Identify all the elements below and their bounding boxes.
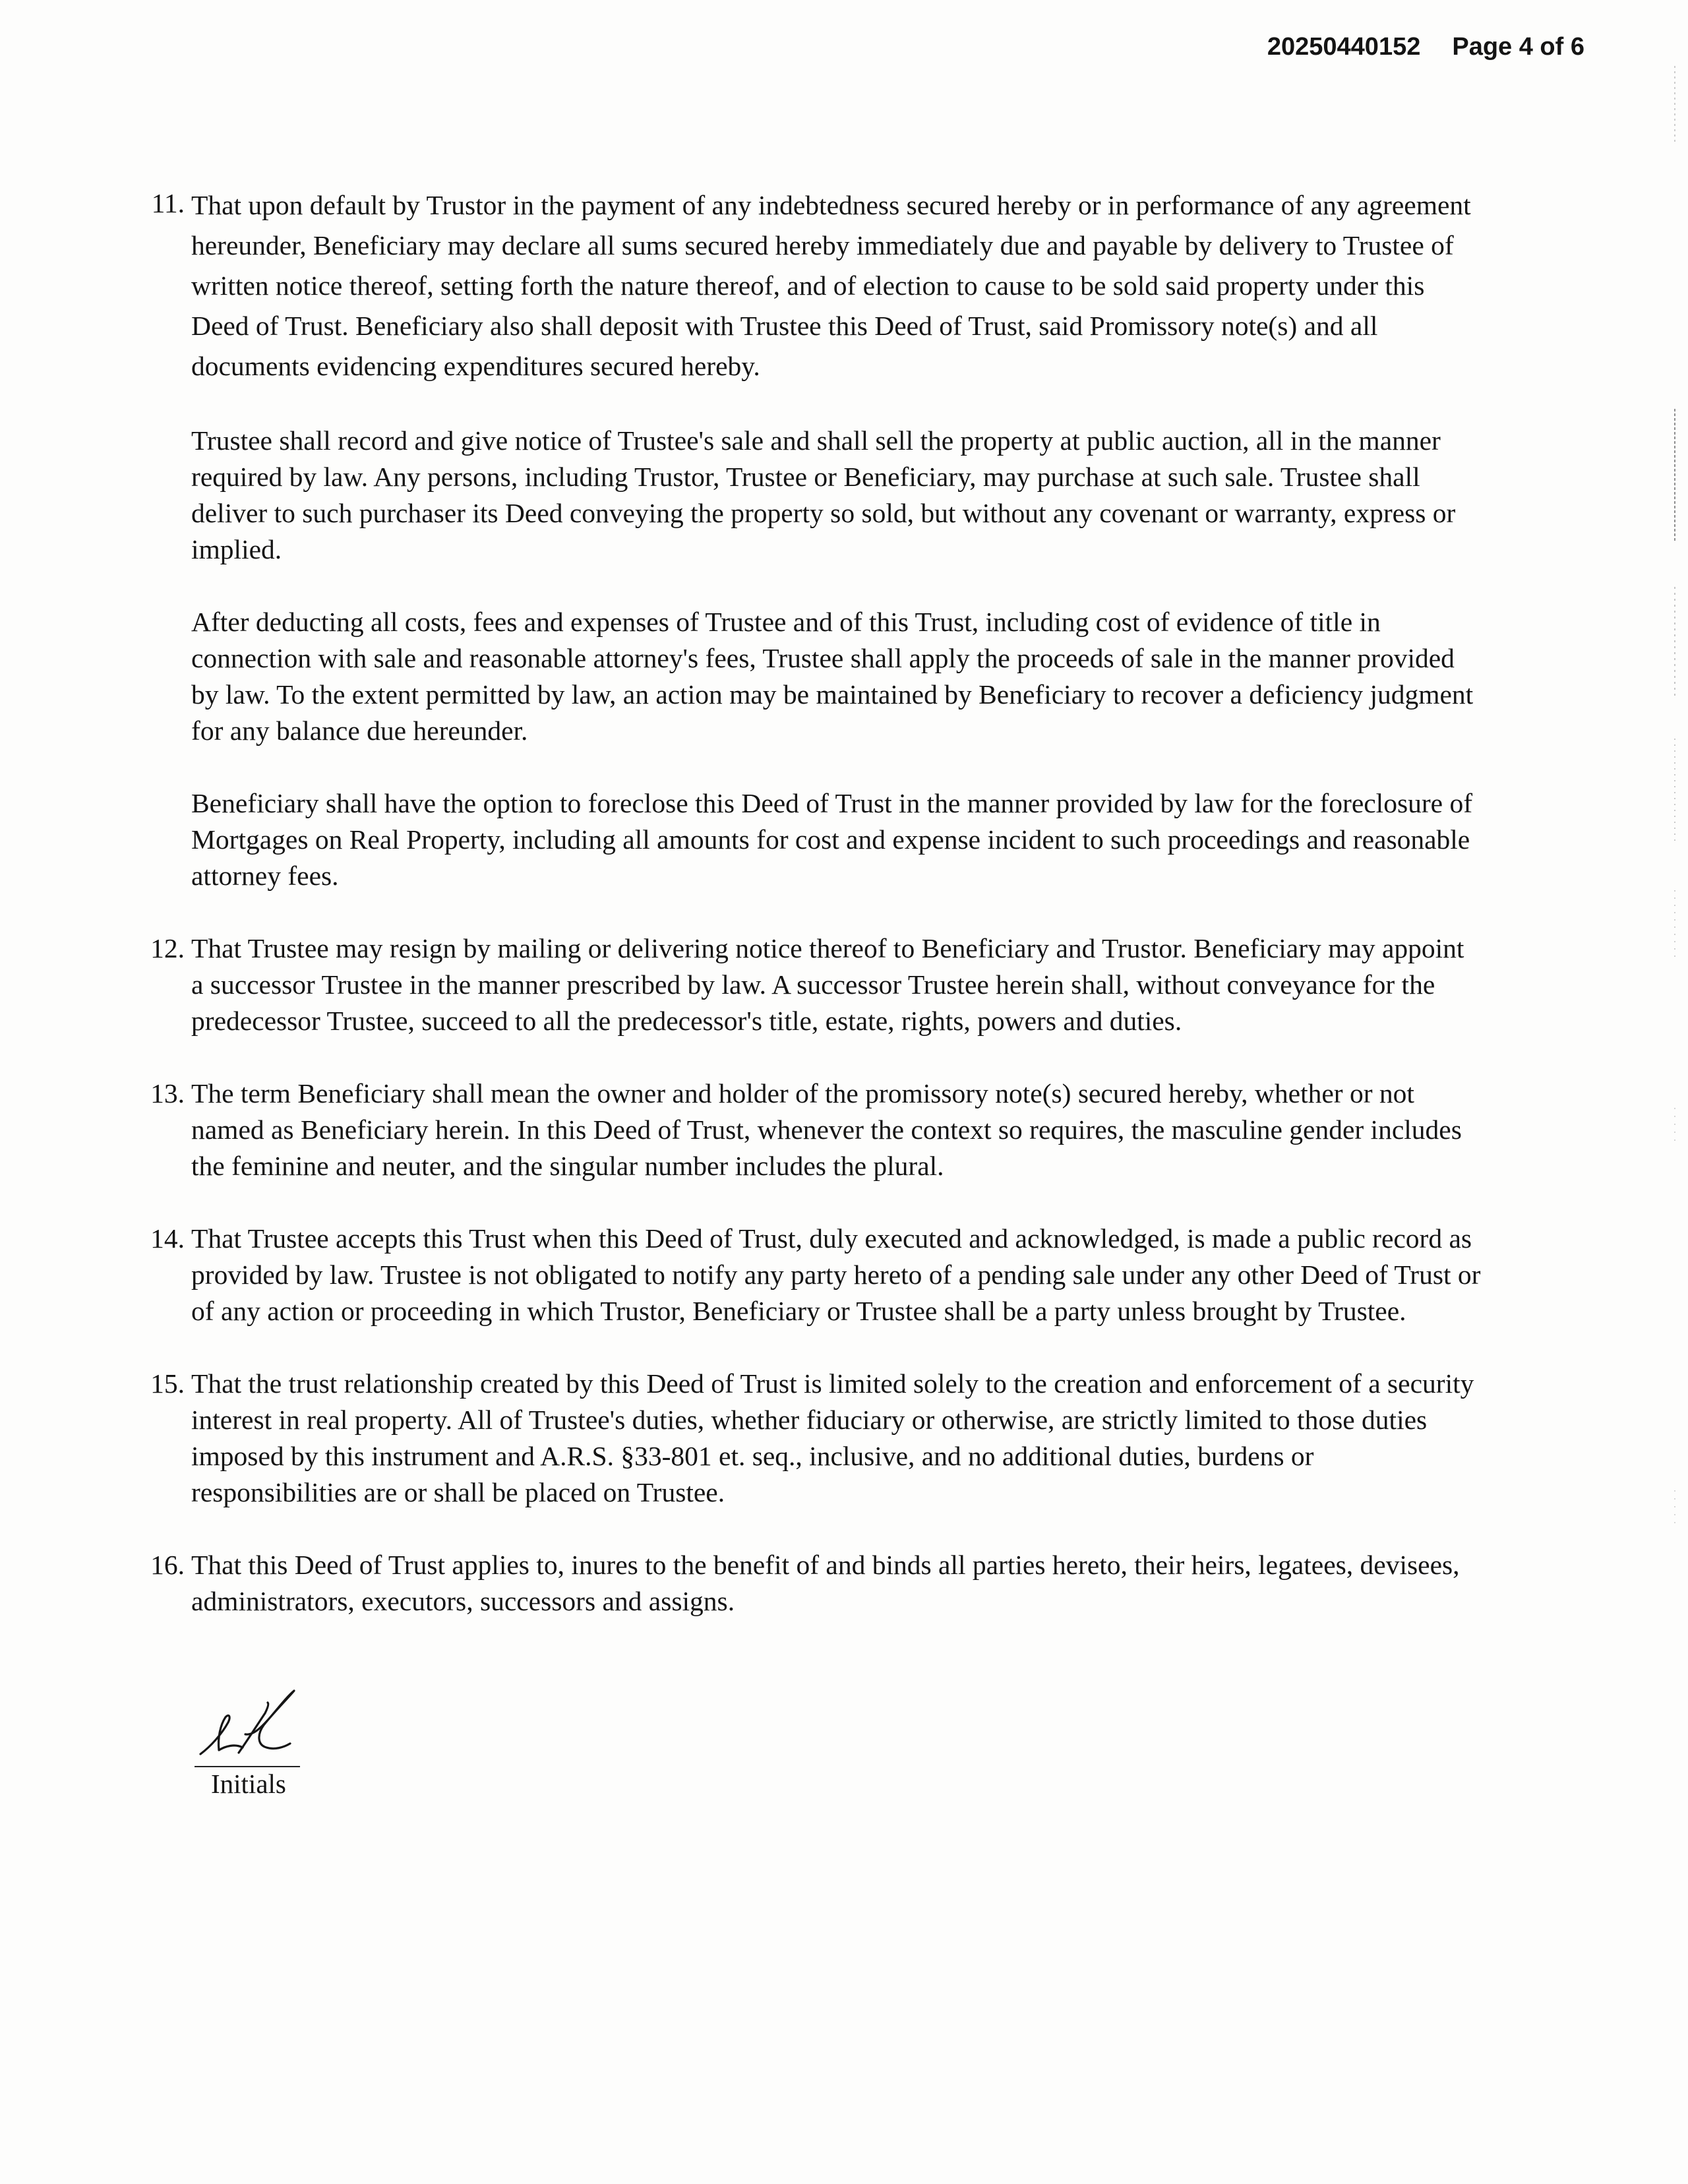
document-body xyxy=(150,185,1482,1656)
clause-content xyxy=(191,1366,1482,1511)
clause-number: 11. xyxy=(151,188,185,218)
clause-number: 13. xyxy=(150,1078,185,1108)
clause-13 xyxy=(150,1076,1482,1184)
clause-paragraph: That upon default by Trustor in the payment of any indebtedness secured hereby or in performance of any agreement hereunder, Beneficiary may declare all sums secured hereby immediately due and payable by delivery to Trustee of written notice thereof, setting forth the nature thereof, and of election to cause to be sold said property under this Deed of Trust. Beneficiary also shall deposit with Trustee this Deed of Trust, said Promissory note(s) and all documents evidencing expenditures secured hereby. xyxy=(191,190,1471,381)
clause-12 xyxy=(150,930,1482,1039)
clause-content xyxy=(191,930,1482,1039)
page-header xyxy=(1267,33,1584,61)
scan-edge-marks xyxy=(1662,40,1688,1556)
clause-paragraph: Beneficiary shall have the option to foreclose this Deed of Trust in the manner provided by law for the foreclosure of Mortgages on Real Property, including all amounts for cost and expense incident to such proceedings and reasonable attorney fees. xyxy=(191,788,1473,891)
clause-paragraph: That this Deed of Trust applies to, inures to the benefit of and binds all parties hereto, their heirs, legatees, devisees, administrators, executors, successors and assigns. xyxy=(191,1550,1460,1616)
clause-number: 16. xyxy=(150,1550,185,1580)
clause-number: 12. xyxy=(150,933,185,963)
clause-16 xyxy=(150,1547,1482,1620)
clause-content xyxy=(191,1076,1482,1184)
clause-11 xyxy=(150,185,1482,894)
page-number: Page 4 of 6 xyxy=(1452,33,1584,61)
clause-content xyxy=(191,1221,1482,1329)
initials-block xyxy=(191,1688,303,1800)
clause-paragraph: Trustee shall record and give notice of Trustee's sale and shall sell the property at public auction, all in the manner required by law. Any persons, including Trustor, Trustee or Beneficiary, may purchase at such sale. Trustee shall deliver to such purchaser its Deed conveying the property so sold, but without any covenant or warranty, express or implied. xyxy=(191,425,1456,564)
clause-paragraph: The term Beneficiary shall mean the owner and holder of the promissory note(s) secured hereby, whether or not named as Beneficiary herein. In this Deed of Trust, whenever the context so requires, the masculine gender includes the feminine and neuter, and the singular number includes the plural. xyxy=(191,1078,1462,1181)
clause-15 xyxy=(150,1366,1482,1511)
clause-number: 15. xyxy=(150,1368,185,1399)
initials-label: Initials xyxy=(211,1769,286,1799)
clause-14 xyxy=(150,1221,1482,1329)
clause-content xyxy=(191,1547,1482,1620)
clause-paragraph: After deducting all costs, fees and expenses of Trustee and of this Trust, including cost of evidence of title in connection with sale and reasonable attorney's fees, Trustee shall apply the proceeds of sale in the manner provided by law. To the extent permitted by law, an action may be maintained by Beneficiary to recover a deficiency judgment for any balance due hereunder. xyxy=(191,607,1474,746)
clause-paragraph: That the trust relationship created by this Deed of Trust is limited solely to the creation and enforcement of a security interest in real property. All of Trustee's duties, whether fiduciary or otherwise, are strictly limited to those duties imposed by this instrument and A.R.S. §33-801 et. seq., inclusive, and no additional duties, burdens or responsibilities are or shall be placed on Trustee. xyxy=(191,1368,1474,1507)
initials-signature xyxy=(191,1688,303,1766)
clause-paragraph: That Trustee may resign by mailing or delivering notice thereof to Beneficiary and Trustor. Beneficiary may appoint a successor Trustee in the manner prescribed by law. A successor Trustee herein shall, without conveyance for the predecessor Trustee, succeed to all the predecessor's title, estate, rights, powers and duties. xyxy=(191,933,1464,1036)
recording-number: 20250440152 xyxy=(1267,33,1421,61)
clause-number: 14. xyxy=(150,1223,185,1254)
clause-content xyxy=(191,185,1482,894)
clause-paragraph: That Trustee accepts this Trust when this Deed of Trust, duly executed and acknowledged, is made a public record as provided by law. Trustee is not obligated to notify any party hereto of a pending sale under any other Deed of Trust or of any action or proceeding in which Trustor, Beneficiary or Trustee shall be a party unless brought by Trustee. xyxy=(191,1223,1481,1326)
